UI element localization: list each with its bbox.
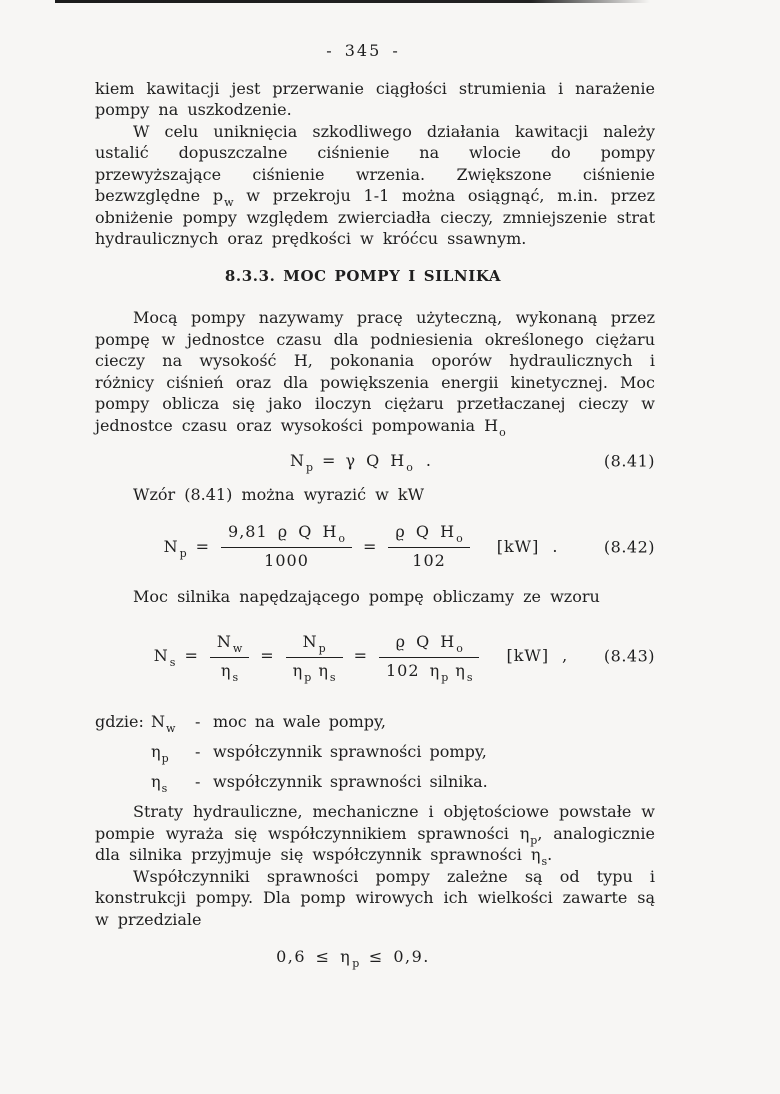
subscript: p	[161, 752, 169, 765]
paragraph-text: Straty hydrauliczne, mechaniczne i objętościowe powstałe w pompie wyraża się współczynnikiem sprawności η	[95, 802, 655, 843]
equals-sign: =	[195, 536, 211, 556]
dash: -	[195, 772, 201, 791]
paragraph-wzor-kw	[95, 484, 655, 506]
math-symbol: $\eta_s$	[151, 772, 168, 795]
math-symbol: $N_w$	[151, 712, 176, 735]
paragraph-text: Wzór (8.41) można wyrazić w kW	[133, 485, 425, 504]
fraction-denominator: $\eta_p$ $\eta_s$	[286, 657, 343, 681]
subscript: o	[338, 532, 346, 545]
fraction-numerator: 9,81 ϱ Q $H_o$	[228, 522, 346, 545]
dash: -	[195, 712, 201, 731]
subscript: s	[232, 670, 239, 684]
subscript: p	[441, 670, 449, 684]
subscript: o	[499, 425, 506, 439]
fraction-denominator: 102 $\eta_p$ $\eta_s$	[379, 657, 480, 681]
inequality-text: 0,6 ≤ η	[276, 947, 352, 966]
paragraph-straty	[95, 801, 655, 866]
subscript: o	[456, 641, 463, 655]
subscript: s	[169, 656, 176, 670]
section-heading: 8.3.3. MOC POMPY I SILNIKA	[224, 266, 502, 285]
math-symbol: $\eta_p$	[151, 742, 169, 765]
subscript: s	[466, 670, 473, 684]
subscript: s	[541, 855, 548, 868]
subscript: o	[456, 532, 463, 545]
subscript: p	[530, 833, 538, 847]
paragraph-wspolczynniki	[95, 866, 655, 931]
where-description: współczynnik sprawności pompy,	[213, 742, 487, 761]
fraction	[286, 631, 343, 684]
math-term: $N_p$	[163, 536, 187, 560]
subscript: w	[166, 722, 176, 735]
where-label: gdzie:	[95, 712, 144, 731]
fraction-denominator: 102	[388, 547, 469, 571]
where-item-eta-p	[95, 741, 655, 768]
subscript: p	[306, 461, 314, 475]
fraction-numerator: ϱ Q $H_o$	[395, 522, 463, 545]
where-description: współczynnik sprawności silnika.	[213, 772, 488, 791]
paragraph-moc-silnika	[95, 586, 655, 608]
fraction-denominator: 1000	[221, 547, 352, 571]
equals-sign: =	[363, 536, 378, 556]
equation-8-42	[95, 520, 655, 574]
math-term: $N_s$	[153, 646, 176, 670]
equals-sign: =	[184, 646, 199, 666]
equation-8-41	[95, 446, 655, 476]
fraction	[379, 631, 480, 684]
fraction	[388, 522, 469, 571]
subscript: p	[304, 670, 312, 684]
where-item-eta-s	[95, 771, 655, 798]
subscript: w	[224, 196, 234, 209]
equals-sign: =	[353, 646, 368, 666]
equals-sign: =	[322, 451, 337, 471]
paragraph-moc-pompy-definition	[95, 307, 655, 439]
unit-kw: [kW]	[506, 646, 550, 666]
where-item-nw	[95, 711, 655, 738]
subscript: s	[161, 782, 168, 795]
dash: -	[195, 742, 201, 761]
paragraph-kawitacja-avoidance	[95, 121, 655, 250]
page-number: - 345 -	[326, 41, 400, 60]
paragraph-text: Współczynniki sprawności pompy zależne są od typu i konstrukcji pompy. Dla pomp wirowych ich wielkości zawarte są w przedziale	[95, 866, 655, 929]
subscript: s	[329, 670, 336, 684]
paragraph-text: W celu uniknięcia szkodliwego działania kawitacji należy ustalić dopuszczalne ciśnienie na wlocie do pompy przewyższające ciśnienie wrzenia. Zwiększone ciśnienie bezwzględne p	[95, 121, 655, 205]
equation-body	[290, 450, 432, 475]
fraction-numerator: $N_p$	[302, 631, 326, 655]
paragraph-text: Moc silnika napędzającego pompę obliczamy ze wzoru	[133, 586, 600, 606]
paragraph-text: Mocą pompy nazywamy pracę użyteczną, wykonaną przez pompę w jednostce czasu dla podniesienia określonego ciężaru cieczy na wysokość H, pokonania oporów hydraulicznych i różnicy ciśnień oraz dla powiększenia energii kinetycznej. Moc pompy oblicza się jako iloczyn ciężaru przetłaczanej cieczy w jednostce czasu oraz wysokości pompowania H	[95, 308, 655, 435]
equation-number: (8.43)	[603, 646, 655, 666]
equation-number: (8.42)	[603, 536, 655, 556]
equals-sign: =	[260, 646, 275, 666]
fraction-numerator: $N_w$	[216, 631, 243, 655]
paragraph-text: kiem kawitacji jest przerwanie ciągłości strumienia i narażenie pompy na uszkodzenie.	[95, 78, 655, 119]
inequality-text: ≤ 0,9.	[359, 947, 430, 966]
subscript: o	[406, 461, 413, 475]
where-list	[95, 711, 655, 798]
equation-body	[164, 522, 559, 571]
fraction	[210, 631, 249, 684]
page-content	[95, 0, 655, 968]
paragraph-text: .	[547, 845, 553, 864]
equation-8-43	[95, 627, 655, 685]
fraction	[221, 522, 352, 571]
punctuation: ,	[562, 646, 569, 666]
paragraph-kawitacja-continuation	[95, 78, 655, 121]
subscript: p	[318, 641, 326, 655]
inequality-eta-p-range	[73, 946, 633, 968]
where-description: moc na wale pompy,	[213, 712, 386, 731]
subscript: w	[232, 641, 243, 655]
math-term: $N_p$	[290, 451, 314, 475]
subscript: p	[179, 546, 187, 560]
paragraph-text: , analogicznie dla silnika przyjmuje się współczynnik sprawności η	[95, 823, 656, 864]
fraction-numerator: ϱ Q $H_o$	[395, 631, 463, 655]
unit-kw: [kW]	[496, 536, 540, 556]
fraction-denominator: $\eta_s$	[210, 657, 249, 681]
math-term: γ Q $H_o$	[345, 451, 413, 475]
punctuation: .	[552, 536, 559, 556]
paragraph-text: w przekroju 1-1 można osiągnąć, m.in. przez obniżenie pompy względem zwierciadła cieczy, zmniejszenie strat hydraulicznych oraz prędkości w króćcu ssawnym.	[95, 186, 655, 248]
equation-body	[153, 631, 569, 684]
equation-number: (8.41)	[603, 451, 655, 471]
subscript: p	[352, 957, 360, 970]
punctuation: .	[425, 451, 432, 471]
